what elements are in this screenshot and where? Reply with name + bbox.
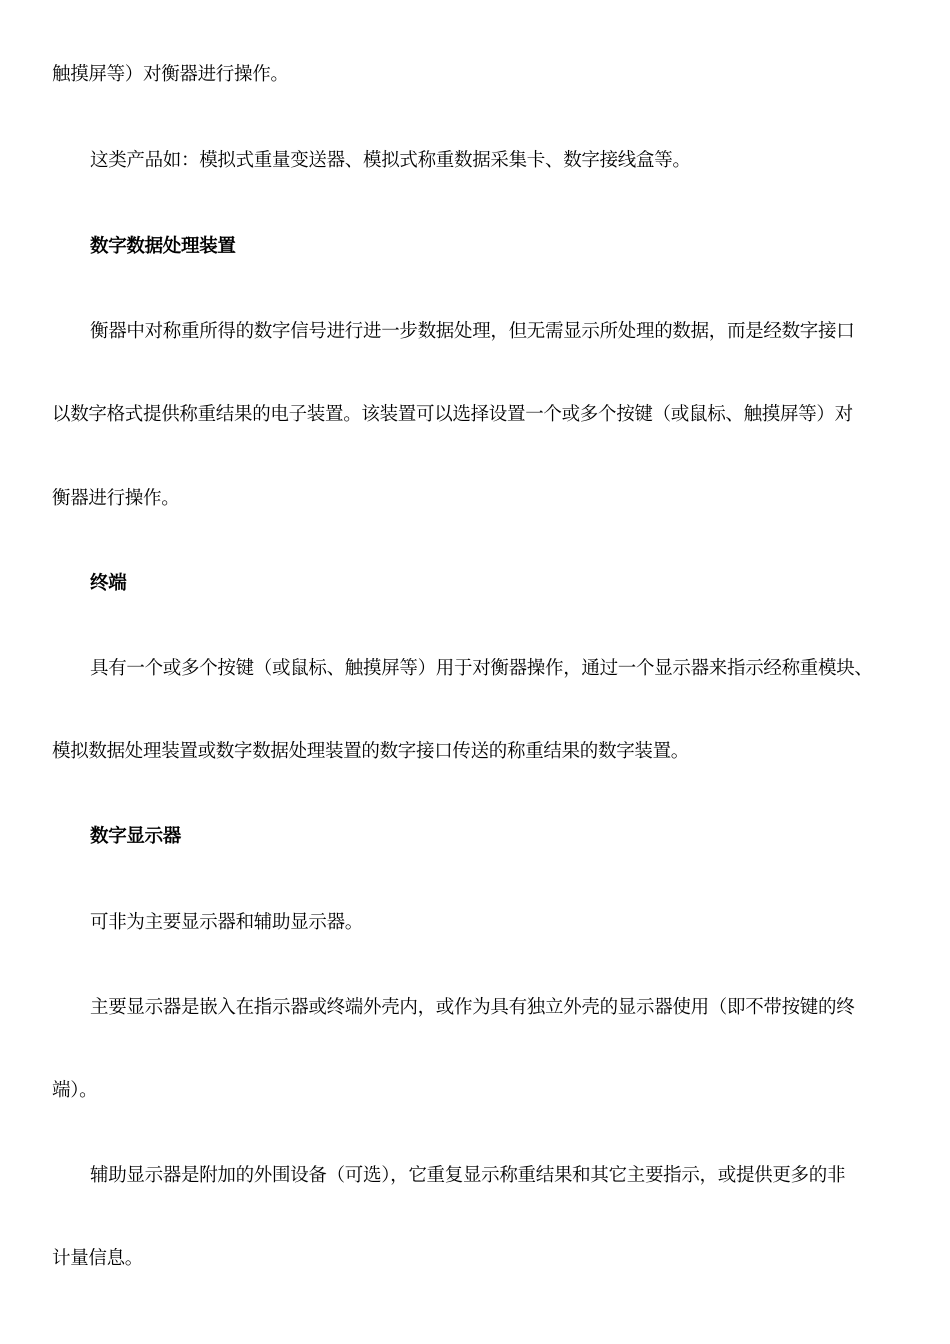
paragraph-line: 模拟数据处理装置或数字数据处理装置的数字接口传送的称重结果的数字装置。 [52,741,690,762]
paragraph-line: 以数字格式提供称重结果的电子装置。该装置可以选择设置一个或多个按键（或鼠标、触摸屏等）对 [52,404,853,425]
paragraph-line: 计量信息。 [52,1248,144,1269]
paragraph-line: 端）。 [52,1080,98,1101]
section-heading: 数字显示器 [90,826,182,847]
paragraph-line: 衡器进行操作。 [52,488,180,509]
paragraph-line: 可非为主要显示器和辅助显示器。 [90,912,364,933]
paragraph-line: 辅助显示器是附加的外围设备（可选），它重复显示称重结果和其它主要指示，或提供更多的非 [90,1165,846,1186]
paragraph-line: 触摸屏等）对衡器进行操作。 [52,64,289,85]
section-heading: 数字数据处理装置 [90,236,236,257]
paragraph-line: 这类产品如：模拟式重量变送器、模拟式称重数据采集卡、数字接线盒等。 [90,150,691,171]
paragraph-line: 主要显示器是嵌入在指示器或终端外壳内，或作为具有独立外壳的显示器使用（即不带按键的终 [90,997,855,1018]
paragraph-line: 具有一个或多个按键（或鼠标、触摸屏等）用于对衡器操作，通过一个显示器来指示经称重模块、 [90,658,873,679]
section-heading: 终端 [90,573,127,594]
paragraph-line: 衡器中对称重所得的数字信号进行进一步数据处理，但无需显示所处理的数据，而是经数字接口 [90,321,855,342]
